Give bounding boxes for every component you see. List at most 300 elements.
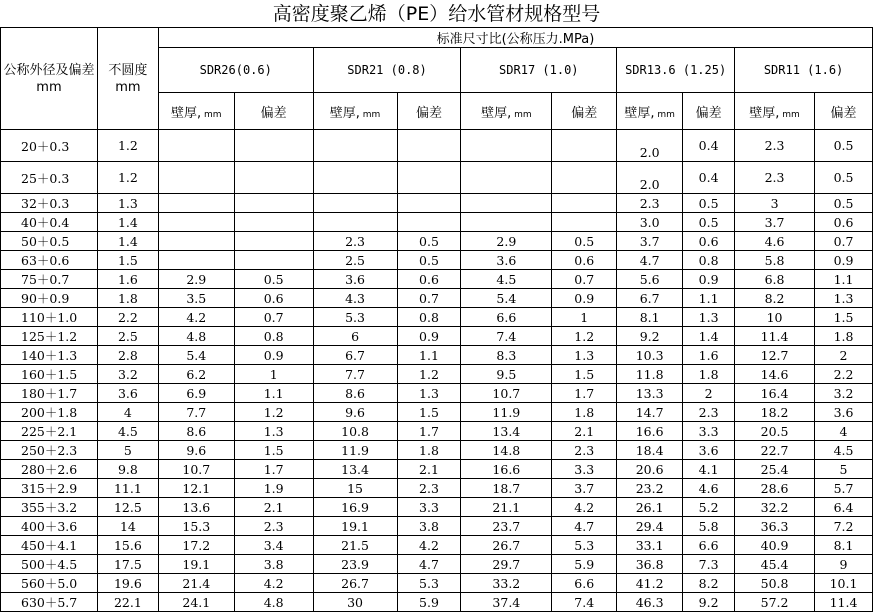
cell-tolerance: 1.2	[234, 403, 313, 422]
cell-tolerance: 0.9	[815, 251, 873, 270]
cell-ovality: 22.1	[97, 593, 158, 612]
cell-wall-thickness: 2.3	[617, 194, 683, 213]
cell-tolerance: 0.9	[397, 327, 461, 346]
cell-wall-thickness: 6	[313, 327, 397, 346]
cell-wall-thickness	[313, 130, 397, 162]
cell-ovality: 3.2	[97, 365, 158, 384]
cell-wall-thickness: 13.3	[617, 384, 683, 403]
cell-tolerance: 3.3	[397, 498, 461, 517]
cell-wall-thickness: 3.6	[313, 270, 397, 289]
cell-tolerance: 5.2	[683, 498, 735, 517]
cell-wall-thickness: 13.6	[158, 498, 234, 517]
cell-outer-diameter: 400＋3.6	[1, 517, 98, 536]
cell-tolerance: 0.7	[234, 308, 313, 327]
cell-tolerance: 2	[683, 384, 735, 403]
cell-wall-thickness: 10.7	[158, 460, 234, 479]
cell-tolerance: 1.3	[815, 289, 873, 308]
cell-tolerance: 3.7	[552, 479, 617, 498]
cell-tolerance: 0.9	[234, 346, 313, 365]
cell-wall-thickness: 8.6	[313, 384, 397, 403]
table-row	[1, 460, 873, 479]
cell-tolerance: 5.9	[552, 555, 617, 574]
cell-outer-diameter: 63＋0.6	[1, 251, 98, 270]
cell-tolerance	[234, 251, 313, 270]
cell-tolerance: 4.2	[234, 574, 313, 593]
table-row	[1, 308, 873, 327]
cell-ovality: 2.2	[97, 308, 158, 327]
cell-tolerance: 4.2	[397, 536, 461, 555]
header-tolerance: 偏差	[552, 93, 617, 130]
cell-tolerance: 6.6	[552, 574, 617, 593]
cell-wall-thickness: 11.4	[735, 327, 815, 346]
cell-tolerance: 7.2	[815, 517, 873, 536]
cell-wall-thickness: 15	[313, 479, 397, 498]
page-title: 高密度聚乙烯（PE）给水管材规格型号	[272, 3, 601, 25]
cell-tolerance: 0.4	[683, 130, 735, 162]
cell-wall-thickness: 10.7	[461, 384, 552, 403]
header-wall-unit: mm	[654, 109, 675, 120]
cell-wall-thickness: 10	[735, 308, 815, 327]
header-outer-diameter: 公称外径及偏差 mm	[1, 28, 98, 130]
header-sdr26: SDR26(0.6)	[158, 48, 313, 93]
cell-tolerance: 4.1	[683, 460, 735, 479]
table-row	[1, 251, 873, 270]
cell-wall-thickness: 5.6	[617, 270, 683, 289]
cell-tolerance	[552, 162, 617, 194]
cell-wall-thickness: 5.4	[461, 289, 552, 308]
cell-tolerance: 4.7	[552, 517, 617, 536]
cell-wall-thickness: 6.7	[313, 346, 397, 365]
cell-outer-diameter: 250＋2.3	[1, 441, 98, 460]
header-wall-thickness	[461, 93, 552, 130]
cell-wall-thickness	[461, 194, 552, 213]
cell-outer-diameter: 500＋4.5	[1, 555, 98, 574]
cell-wall-thickness: 6.2	[158, 365, 234, 384]
cell-tolerance	[552, 194, 617, 213]
cell-wall-thickness	[158, 194, 234, 213]
cell-wall-thickness: 11.9	[461, 403, 552, 422]
cell-tolerance: 0.6	[815, 213, 873, 232]
cell-tolerance: 3.6	[815, 403, 873, 422]
cell-tolerance: 1	[234, 365, 313, 384]
cell-wall-thickness: 14.7	[617, 403, 683, 422]
header-sdr11: SDR11 (1.6)	[735, 48, 873, 93]
cell-wall-thickness: 4.2	[158, 308, 234, 327]
header-wall-label: 壁厚,	[481, 105, 512, 121]
cell-wall-thickness: 20.6	[617, 460, 683, 479]
cell-tolerance: 2.3	[683, 403, 735, 422]
cell-tolerance: 0.6	[552, 251, 617, 270]
cell-tolerance: 5.7	[815, 479, 873, 498]
cell-wall-thickness: 4.8	[158, 327, 234, 346]
cell-tolerance: 0.6	[397, 270, 461, 289]
header-tolerance: 偏差	[234, 93, 313, 130]
header-wall-label: 壁厚,	[749, 105, 780, 121]
cell-wall-thickness: 33.2	[461, 574, 552, 593]
cell-tolerance: 9.2	[683, 593, 735, 612]
cell-wall-thickness: 2.9	[158, 270, 234, 289]
cell-outer-diameter: 630＋5.7	[1, 593, 98, 612]
header-tolerance: 偏差	[683, 93, 735, 130]
cell-outer-diameter: 125＋1.2	[1, 327, 98, 346]
cell-outer-diameter: 355＋3.2	[1, 498, 98, 517]
table-row	[1, 162, 873, 194]
cell-wall-thickness	[158, 232, 234, 251]
cell-tolerance: 2.3	[552, 441, 617, 460]
cell-outer-diameter: 90＋0.9	[1, 289, 98, 308]
header-wall-unit: mm	[779, 109, 800, 120]
cell-tolerance: 0.5	[397, 232, 461, 251]
cell-ovality: 1.6	[97, 270, 158, 289]
cell-tolerance: 1.3	[683, 308, 735, 327]
cell-tolerance: 1.2	[397, 365, 461, 384]
cell-tolerance: 4	[815, 422, 873, 441]
cell-wall-thickness: 16.4	[735, 384, 815, 403]
cell-tolerance: 1.1	[683, 289, 735, 308]
cell-tolerance: 0.5	[815, 130, 873, 162]
cell-wall-thickness: 23.7	[461, 517, 552, 536]
cell-wall-thickness: 37.4	[461, 593, 552, 612]
cell-tolerance: 0.5	[815, 162, 873, 194]
cell-wall-thickness: 57.2	[735, 593, 815, 612]
cell-tolerance: 1.7	[234, 460, 313, 479]
cell-tolerance: 1.9	[234, 479, 313, 498]
cell-ovality: 1.2	[97, 162, 158, 194]
cell-wall-thickness	[313, 213, 397, 232]
cell-outer-diameter: 40＋0.4	[1, 213, 98, 232]
cell-wall-thickness: 23.9	[313, 555, 397, 574]
cell-wall-thickness: 2.3	[735, 130, 815, 162]
cell-wall-thickness: 41.2	[617, 574, 683, 593]
cell-wall-thickness: 14.6	[735, 365, 815, 384]
cell-wall-thickness	[158, 251, 234, 270]
cell-wall-thickness: 29.4	[617, 517, 683, 536]
table-row	[1, 130, 873, 162]
table-row	[1, 574, 873, 593]
cell-tolerance: 0.4	[683, 162, 735, 194]
cell-wall-thickness: 16.6	[617, 422, 683, 441]
cell-ovality: 1.2	[97, 130, 158, 162]
cell-wall-thickness: 3.5	[158, 289, 234, 308]
cell-wall-thickness: 2.0	[617, 162, 683, 194]
cell-ovality: 4.5	[97, 422, 158, 441]
cell-wall-thickness: 19.1	[313, 517, 397, 536]
cell-tolerance	[397, 130, 461, 162]
header-wall-label: 壁厚,	[624, 105, 655, 121]
cell-tolerance: 0.5	[552, 232, 617, 251]
cell-wall-thickness: 13.4	[313, 460, 397, 479]
cell-wall-thickness	[461, 213, 552, 232]
cell-ovality: 14	[97, 517, 158, 536]
header-sdr17: SDR17 (1.0)	[461, 48, 617, 93]
cell-wall-thickness: 22.7	[735, 441, 815, 460]
cell-tolerance	[552, 213, 617, 232]
cell-tolerance: 5.9	[397, 593, 461, 612]
cell-wall-thickness: 10.8	[313, 422, 397, 441]
cell-tolerance: 0.5	[234, 270, 313, 289]
cell-tolerance: 0.8	[234, 327, 313, 346]
pipe-spec-table	[0, 27, 873, 612]
cell-wall-thickness: 33.1	[617, 536, 683, 555]
cell-wall-thickness: 46.3	[617, 593, 683, 612]
cell-wall-thickness: 26.7	[313, 574, 397, 593]
cell-wall-thickness	[158, 130, 234, 162]
cell-tolerance: 2	[815, 346, 873, 365]
cell-ovality: 15.6	[97, 536, 158, 555]
cell-tolerance: 1.1	[234, 384, 313, 403]
cell-outer-diameter: 110＋1.0	[1, 308, 98, 327]
cell-tolerance: 3.4	[234, 536, 313, 555]
cell-wall-thickness: 3.7	[617, 232, 683, 251]
table-row	[1, 555, 873, 574]
cell-tolerance: 1.8	[815, 327, 873, 346]
header-wall-unit: mm	[511, 109, 532, 120]
cell-tolerance: 4.6	[683, 479, 735, 498]
cell-wall-thickness: 6.9	[158, 384, 234, 403]
cell-ovality: 4	[97, 403, 158, 422]
cell-wall-thickness: 3.6	[461, 251, 552, 270]
cell-wall-thickness: 3	[735, 194, 815, 213]
cell-wall-thickness: 2.5	[313, 251, 397, 270]
cell-wall-thickness: 40.9	[735, 536, 815, 555]
cell-wall-thickness	[158, 213, 234, 232]
table-row	[1, 232, 873, 251]
cell-ovality: 11.1	[97, 479, 158, 498]
header-tolerance: 偏差	[397, 93, 461, 130]
cell-wall-thickness: 5.3	[313, 308, 397, 327]
cell-tolerance: 3.3	[683, 422, 735, 441]
cell-wall-thickness: 3.7	[735, 213, 815, 232]
cell-tolerance	[552, 130, 617, 162]
cell-tolerance: 2.2	[815, 365, 873, 384]
cell-wall-thickness: 30	[313, 593, 397, 612]
cell-tolerance: 0.9	[552, 289, 617, 308]
cell-wall-thickness: 11.9	[313, 441, 397, 460]
cell-tolerance: 10.1	[815, 574, 873, 593]
cell-outer-diameter: 180＋1.7	[1, 384, 98, 403]
cell-tolerance: 5.8	[683, 517, 735, 536]
cell-wall-thickness	[313, 162, 397, 194]
cell-wall-thickness: 32.2	[735, 498, 815, 517]
cell-wall-thickness: 8.6	[158, 422, 234, 441]
cell-wall-thickness: 18.7	[461, 479, 552, 498]
header-wall-label: 壁厚,	[329, 105, 360, 121]
table-row	[1, 517, 873, 536]
cell-tolerance: 6.4	[815, 498, 873, 517]
cell-outer-diameter: 560＋5.0	[1, 574, 98, 593]
table-row	[1, 498, 873, 517]
cell-wall-thickness: 50.8	[735, 574, 815, 593]
cell-tolerance: 4.7	[397, 555, 461, 574]
cell-tolerance: 0.7	[552, 270, 617, 289]
cell-tolerance: 5	[815, 460, 873, 479]
cell-wall-thickness: 21.5	[313, 536, 397, 555]
header-sdr-group: 标准尺寸比(公称压力.MPa)	[158, 28, 872, 48]
cell-ovality: 5	[97, 441, 158, 460]
header-wall-thickness	[158, 93, 234, 130]
header-ovality	[97, 28, 158, 130]
cell-wall-thickness: 4.6	[735, 232, 815, 251]
cell-tolerance	[397, 162, 461, 194]
cell-wall-thickness: 9.6	[158, 441, 234, 460]
cell-wall-thickness: 8.3	[461, 346, 552, 365]
cell-wall-thickness: 21.1	[461, 498, 552, 517]
cell-tolerance: 8.2	[683, 574, 735, 593]
cell-wall-thickness: 14.8	[461, 441, 552, 460]
cell-ovality: 1.4	[97, 213, 158, 232]
cell-wall-thickness: 5.4	[158, 346, 234, 365]
cell-wall-thickness: 2.3	[735, 162, 815, 194]
cell-wall-thickness: 12.7	[735, 346, 815, 365]
cell-wall-thickness: 26.7	[461, 536, 552, 555]
table-row	[1, 346, 873, 365]
cell-outer-diameter: 450＋4.1	[1, 536, 98, 555]
cell-wall-thickness: 6.8	[735, 270, 815, 289]
table-row	[1, 403, 873, 422]
cell-tolerance: 1.5	[397, 403, 461, 422]
cell-wall-thickness: 5.8	[735, 251, 815, 270]
header-wall-thickness	[617, 93, 683, 130]
cell-wall-thickness: 24.1	[158, 593, 234, 612]
table-row	[1, 536, 873, 555]
cell-ovality: 2.8	[97, 346, 158, 365]
cell-wall-thickness: 36.8	[617, 555, 683, 574]
cell-tolerance: 6.6	[683, 536, 735, 555]
cell-tolerance: 1.8	[683, 365, 735, 384]
cell-wall-thickness: 18.2	[735, 403, 815, 422]
cell-wall-thickness: 16.6	[461, 460, 552, 479]
cell-outer-diameter: 160＋1.5	[1, 365, 98, 384]
cell-tolerance: 1.8	[552, 403, 617, 422]
cell-tolerance: 3.3	[552, 460, 617, 479]
header-wall-unit: mm	[201, 109, 222, 120]
table-row	[1, 289, 873, 308]
cell-tolerance: 0.5	[683, 194, 735, 213]
cell-tolerance: 1.7	[552, 384, 617, 403]
table-row	[1, 593, 873, 612]
cell-wall-thickness: 6.6	[461, 308, 552, 327]
cell-wall-thickness: 23.2	[617, 479, 683, 498]
cell-tolerance: 11.4	[815, 593, 873, 612]
cell-wall-thickness: 4.5	[461, 270, 552, 289]
header-wall-thickness	[313, 93, 397, 130]
cell-wall-thickness: 6.7	[617, 289, 683, 308]
cell-outer-diameter: 50＋0.5	[1, 232, 98, 251]
cell-wall-thickness: 10.3	[617, 346, 683, 365]
cell-ovality: 1.8	[97, 289, 158, 308]
table-row	[1, 365, 873, 384]
header-ovality-label: 不圆度	[108, 62, 148, 78]
cell-tolerance: 0.6	[683, 232, 735, 251]
cell-wall-thickness: 12.1	[158, 479, 234, 498]
cell-outer-diameter: 75＋0.7	[1, 270, 98, 289]
cell-wall-thickness: 15.3	[158, 517, 234, 536]
table-row	[1, 422, 873, 441]
cell-tolerance: 0.5	[815, 194, 873, 213]
header-sdr21: SDR21 (0.8)	[313, 48, 461, 93]
cell-tolerance: 1.5	[815, 308, 873, 327]
header-wall-label: 壁厚,	[171, 105, 202, 121]
cell-tolerance: 1.3	[234, 422, 313, 441]
cell-wall-thickness: 18.4	[617, 441, 683, 460]
table-row	[1, 479, 873, 498]
cell-outer-diameter: 225＋2.1	[1, 422, 98, 441]
cell-tolerance: 1.3	[552, 346, 617, 365]
cell-wall-thickness: 2.0	[617, 130, 683, 162]
cell-wall-thickness: 3.0	[617, 213, 683, 232]
cell-tolerance: 2.1	[234, 498, 313, 517]
cell-wall-thickness: 26.1	[617, 498, 683, 517]
cell-ovality: 17.5	[97, 555, 158, 574]
cell-ovality: 3.6	[97, 384, 158, 403]
cell-wall-thickness: 7.7	[158, 403, 234, 422]
cell-tolerance: 0.8	[683, 251, 735, 270]
table-row	[1, 270, 873, 289]
cell-tolerance: 2.3	[397, 479, 461, 498]
cell-ovality: 1.4	[97, 232, 158, 251]
cell-tolerance: 1	[552, 308, 617, 327]
cell-tolerance: 2.1	[397, 460, 461, 479]
cell-tolerance: 1.4	[683, 327, 735, 346]
cell-tolerance	[397, 194, 461, 213]
cell-wall-thickness: 9.6	[313, 403, 397, 422]
cell-tolerance: 3.2	[815, 384, 873, 403]
cell-wall-thickness: 20.5	[735, 422, 815, 441]
table-row	[1, 194, 873, 213]
cell-wall-thickness	[313, 194, 397, 213]
cell-outer-diameter: 32＋0.3	[1, 194, 98, 213]
cell-tolerance	[234, 194, 313, 213]
cell-tolerance: 0.5	[683, 213, 735, 232]
cell-tolerance	[234, 232, 313, 251]
cell-wall-thickness: 45.4	[735, 555, 815, 574]
cell-ovality: 9.8	[97, 460, 158, 479]
cell-wall-thickness: 36.3	[735, 517, 815, 536]
header-tolerance: 偏差	[815, 93, 873, 130]
cell-tolerance: 2.3	[234, 517, 313, 536]
cell-tolerance: 1.1	[815, 270, 873, 289]
cell-tolerance: 0.5	[397, 251, 461, 270]
cell-wall-thickness	[461, 162, 552, 194]
cell-wall-thickness: 16.9	[313, 498, 397, 517]
cell-tolerance: 1.2	[552, 327, 617, 346]
cell-tolerance: 1.3	[397, 384, 461, 403]
cell-wall-thickness	[158, 162, 234, 194]
cell-outer-diameter: 25＋0.3	[1, 162, 98, 194]
cell-outer-diameter: 20＋0.3	[1, 130, 98, 162]
cell-outer-diameter: 280＋2.6	[1, 460, 98, 479]
cell-ovality: 12.5	[97, 498, 158, 517]
cell-wall-thickness: 11.8	[617, 365, 683, 384]
cell-outer-diameter: 315＋2.9	[1, 479, 98, 498]
cell-ovality: 1.3	[97, 194, 158, 213]
cell-tolerance	[234, 130, 313, 162]
cell-tolerance: 0.8	[397, 308, 461, 327]
cell-tolerance	[234, 213, 313, 232]
cell-tolerance: 7.3	[683, 555, 735, 574]
cell-wall-thickness: 17.2	[158, 536, 234, 555]
table-row	[1, 441, 873, 460]
table-row	[1, 384, 873, 403]
cell-tolerance: 1.6	[683, 346, 735, 365]
cell-tolerance: 1.5	[552, 365, 617, 384]
cell-tolerance	[234, 162, 313, 194]
cell-wall-thickness: 9.5	[461, 365, 552, 384]
cell-tolerance: 9	[815, 555, 873, 574]
cell-outer-diameter: 200＋1.8	[1, 403, 98, 422]
cell-tolerance: 0.6	[234, 289, 313, 308]
cell-tolerance: 4.8	[234, 593, 313, 612]
